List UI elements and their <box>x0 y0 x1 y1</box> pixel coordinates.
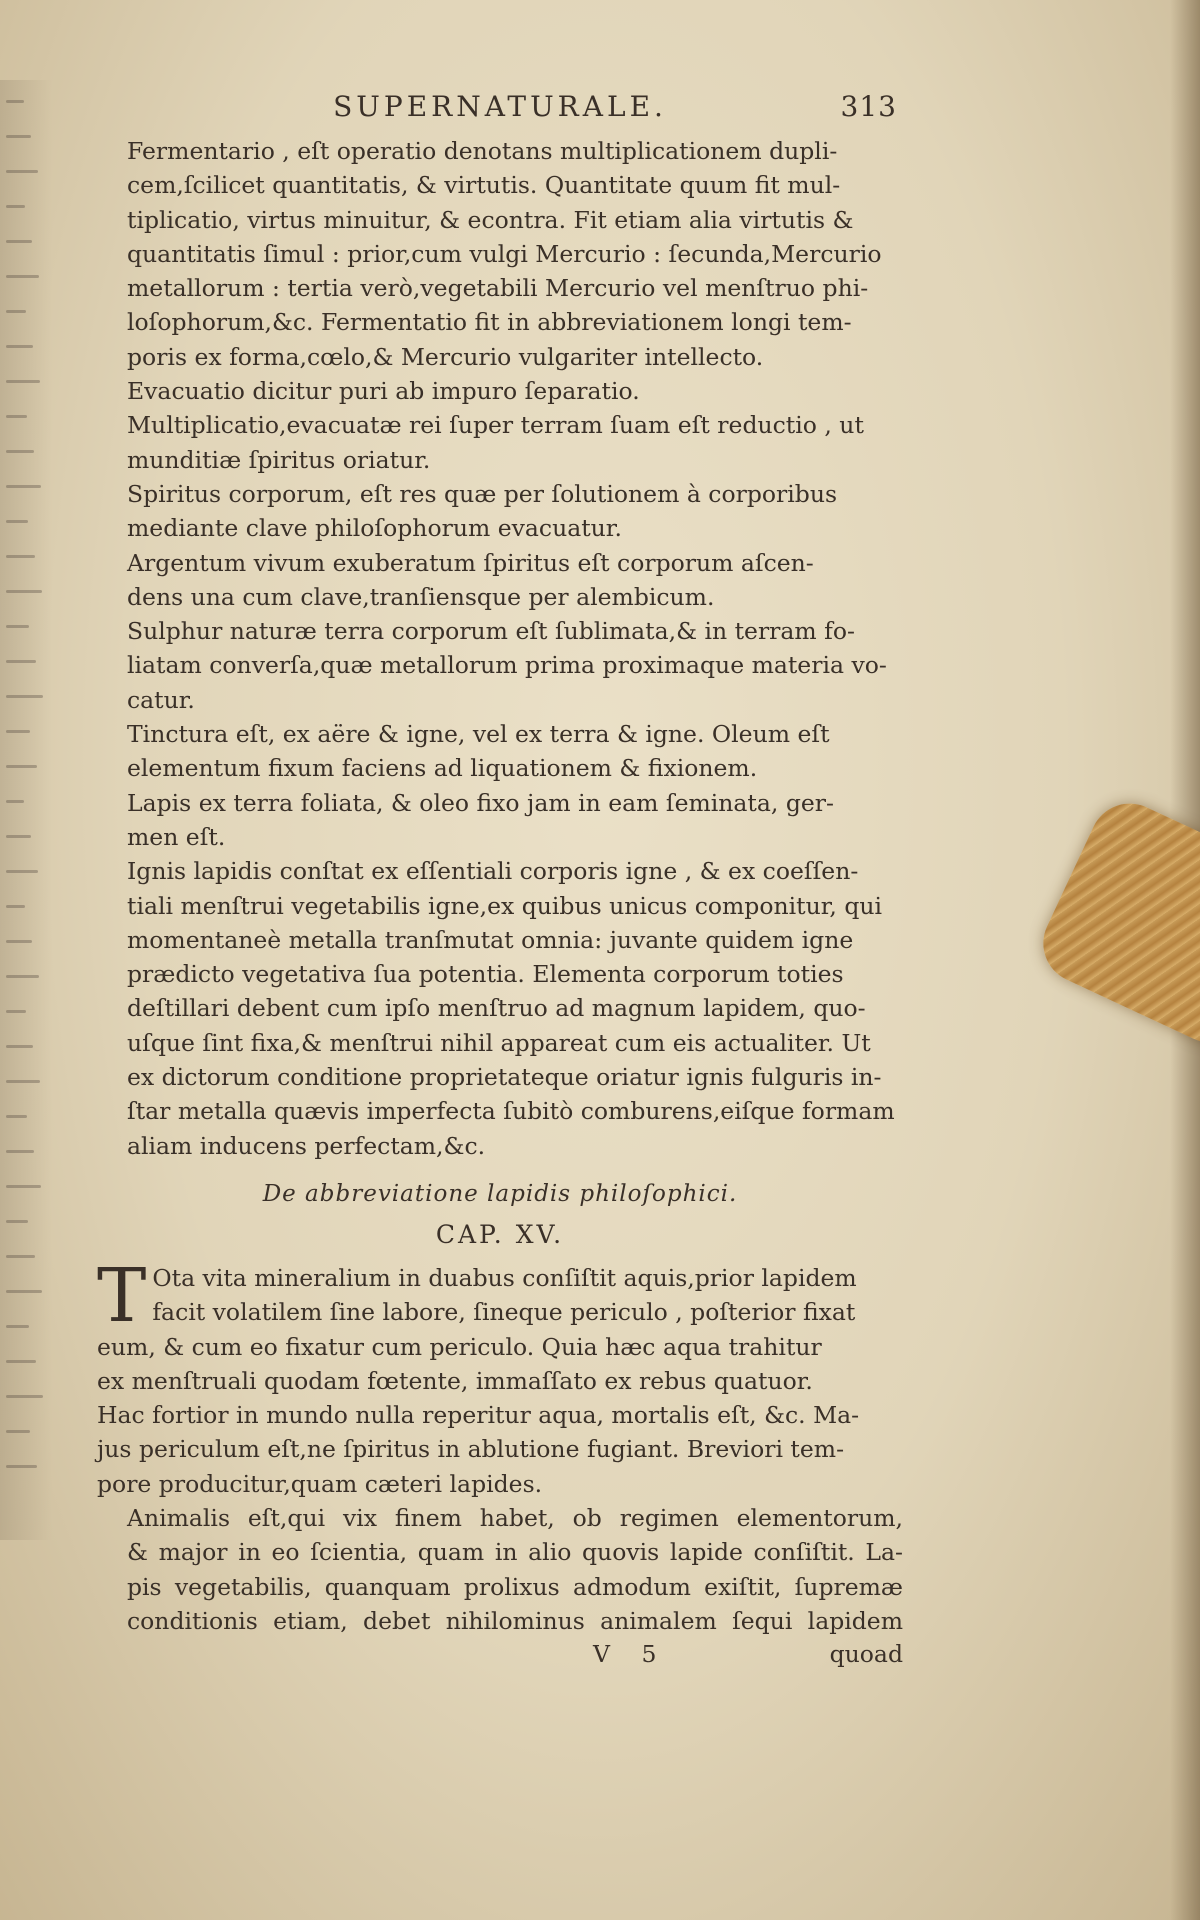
bleed-through-mark <box>6 1290 42 1293</box>
bleed-through-mark <box>6 1115 27 1118</box>
bleed-through-mark <box>6 555 35 558</box>
bleed-through-mark <box>6 695 43 698</box>
text-line: catur. <box>127 685 195 714</box>
text-line: ex menſtruali quodam fœtente, immaſſato ex rebus quatuor. <box>97 1366 813 1395</box>
bleed-through-mark <box>6 1255 35 1258</box>
text-line: jus periculum eſt,ne ſpiritus in ablutione fugiant. Breviori tem- <box>97 1435 845 1464</box>
bleed-through-mark <box>6 1150 34 1153</box>
wooden-page-weight <box>1030 790 1200 1055</box>
text-line: Multiplicatio,evacuatæ rei ſuper terram ſuam eſt reductio , ut <box>127 411 864 440</box>
bleed-through-mark <box>6 1325 29 1328</box>
paragraph-argentum <box>97 546 903 615</box>
running-head-title: SUPERNATURALE. <box>333 90 667 123</box>
bleed-through-mark <box>6 380 40 383</box>
catchword: quoad <box>829 1640 903 1669</box>
bleed-through-mark <box>6 275 39 278</box>
text-line: Hac fortior in mundo nulla reperitur aqua, mortalis eſt, &c. Ma- <box>97 1401 860 1430</box>
text-line: cem,ſcilicet quantitatis, & virtutis. Quantitate quum fit mul- <box>127 171 841 200</box>
bleed-through-mark <box>6 1430 30 1433</box>
bleed-through-mark <box>6 135 31 138</box>
text-line: Fermentario , eſt operatio denotans multiplicationem dupli- <box>127 137 838 165</box>
bleed-through-mark <box>6 450 34 453</box>
paragraph-evacuatio <box>97 374 903 408</box>
text-block <box>97 90 903 1674</box>
text-line: dens una cum clave,tranſiensque per alembicum. <box>127 582 715 611</box>
text-line: Tinctura eſt, ex aëre & igne, vel ex terra & igne. Oleum eſt <box>127 720 830 749</box>
bleed-through-mark <box>6 1220 28 1223</box>
bleed-through-mark <box>6 1360 36 1363</box>
bleed-through-mark <box>6 415 27 418</box>
text-line: munditiæ ſpiritus oriatur. <box>127 445 431 474</box>
bleed-through-mark <box>6 100 24 103</box>
text-line: liatam converſa,quæ metallorum prima proximaque materia vo- <box>127 651 887 680</box>
text-line: aliam inducens perfectam,&c. <box>127 1131 486 1160</box>
text-line: poris ex forma,cœlo,& Mercurio vulgariter intellecto. <box>127 342 764 371</box>
bleed-through-mark <box>6 205 25 208</box>
signature-mark: V 5 <box>593 1640 669 1669</box>
text-line: metallorum : tertia verò,vegetabili Mercurio vel menſtruo phi- <box>127 274 869 303</box>
text-line: Animalis eſt,qui vix finem habet, ob regimen elementorum, <box>127 1503 903 1532</box>
bleed-through-mark <box>6 835 31 838</box>
text-line: momentaneè metalla tranſmutat omnia: juvante quidem igne <box>127 925 854 954</box>
text-line: elementum fixum faciens ad liquationem & fixionem. <box>127 754 758 783</box>
running-head <box>97 90 903 134</box>
text-line: prædicto vegetativa ſua potentia. Elementa corporum toties <box>127 960 844 989</box>
bleed-through-mark <box>6 1080 40 1083</box>
bleed-through-mark <box>6 240 32 243</box>
section-title: De abbreviatione lapidis philoſophici. <box>262 1180 738 1207</box>
bleed-through-mark <box>6 870 38 873</box>
text-line: deſtillari debent cum ipſo menſtruo ad magnum lapidem, quo- <box>127 994 866 1023</box>
bleed-through-mark <box>6 310 26 313</box>
paragraph-tota-vita <box>97 1252 903 1501</box>
text-line: Spiritus corporum, eſt res quæ per ſolutionem à corporibus <box>127 479 838 508</box>
paragraph-sulphur <box>97 614 903 717</box>
text-line: facit volatilem ſine labore, ſineque periculo , poſterior fixat <box>152 1298 856 1327</box>
paragraph-lapis <box>97 786 903 855</box>
text-line: loſophorum,&c. Fermentatio fit in abbreviationem longi tem- <box>127 308 852 337</box>
text-line: Ota vita mineralium in duabus conſiſtit aquis,prior lapidem <box>152 1263 857 1292</box>
bleed-through-mark <box>6 625 29 628</box>
bleed-through-mark <box>6 1465 37 1468</box>
paragraph-tinctura <box>97 717 903 786</box>
bleed-through-mark <box>6 345 33 348</box>
bleed-through-mark <box>6 940 32 943</box>
paragraph-multiplicatio <box>97 408 903 477</box>
text-line: Argentum vivum exuberatum ſpiritus eſt corporum aſcen- <box>127 548 814 577</box>
chapter-heading: CAP. XV. <box>435 1219 565 1249</box>
text-line: conditionis etiam, debet nihilominus animalem ſequi lapidem <box>127 1606 903 1635</box>
bleed-through-mark <box>6 1395 43 1398</box>
bleed-through-mark <box>6 520 28 523</box>
page-number: 313 <box>840 90 897 123</box>
bleed-through-mark <box>6 1010 26 1013</box>
text-line: Lapis ex terra foliata, & oleo fixo jam in eam ſeminata, ger- <box>127 788 834 817</box>
bleed-through-mark <box>6 800 24 803</box>
bleed-through-mark <box>6 485 41 488</box>
text-line: Sulphur naturæ terra corporum eſt ſublimata,& in terram fo- <box>127 617 855 646</box>
bleed-through-mark <box>6 170 38 173</box>
binding-gutter-shadow <box>0 80 52 1540</box>
text-line: tiplicatio, virtus minuitur, & econtra. Fit etiam alia virtutis & <box>127 205 854 234</box>
text-line: tiali menſtrui vegetabilis igne,ex quibus unicus componitur, qui <box>127 891 883 920</box>
text-line: Evacuatio dicitur puri ab impuro ſeparatio. <box>127 377 640 406</box>
bleed-through-mark <box>6 975 39 978</box>
bleed-through-mark <box>6 1185 41 1188</box>
text-line: mediante clave philoſophorum evacuatur. <box>127 514 622 543</box>
text-line: men eſt. <box>127 822 226 851</box>
drop-cap: T <box>97 1252 147 1339</box>
text-line: uſque ſint fixa,& menſtrui nihil appareat cum eis actualiter. Ut <box>127 1028 871 1057</box>
text-line: eum, & cum eo fixatur cum periculo. Quia hæc aqua trahitur <box>97 1332 822 1361</box>
text-line: & major in eo ſcientia, quam in alio quovis lapide conſiſtit. La- <box>127 1538 903 1567</box>
text-line: Ignis lapidis conſtat ex eſſentiali corporis igne , & ex coeſſen- <box>127 857 859 886</box>
bleed-through-mark <box>6 660 36 663</box>
bleed-through-mark <box>6 905 25 908</box>
bleed-through-mark <box>6 590 42 593</box>
paragraph-spiritus <box>97 477 903 546</box>
text-line: quantitatis ſimul : prior,cum vulgi Mercurio : ſecunda,Mercurio <box>127 239 882 268</box>
text-line: ſtar metalla quævis imperfecta ſubitò comburens,eiſque formam <box>127 1097 895 1126</box>
text-line: pis vegetabilis, quanquam prolixus admodum exiſtit, ſupremæ <box>127 1572 903 1601</box>
paragraph-fermentatio <box>97 134 903 374</box>
bleed-through-mark <box>6 730 30 733</box>
bleed-through-mark <box>6 765 37 768</box>
paragraph-ignis-lapidis <box>97 854 903 1163</box>
paragraph-animalis <box>97 1501 903 1638</box>
page-footer <box>97 1640 903 1674</box>
bleed-through-mark <box>6 1045 33 1048</box>
text-line: pore producitur,quam cæteri lapides. <box>97 1469 543 1498</box>
text-line: ex dictorum conditione proprietateque oriatur ignis fulguris in- <box>127 1063 882 1092</box>
